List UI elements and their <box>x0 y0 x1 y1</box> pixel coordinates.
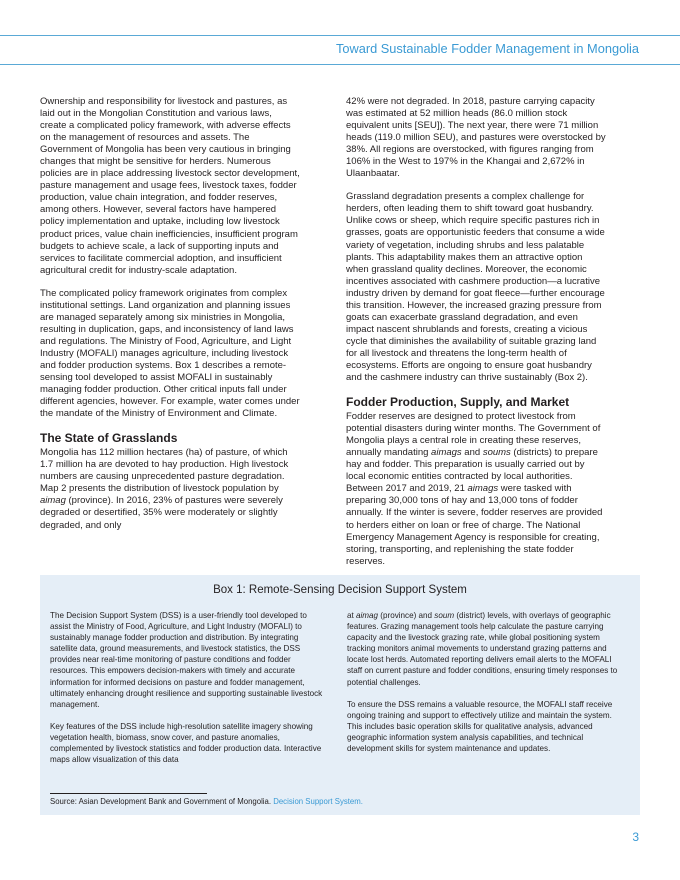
paragraph: The complicated policy framework originates from complex institutional settings. Land organization and planning issues are managed separately among six ministries in Mongolia, resulting in duplication, gaps, and inconsistency of land laws and regulations. The Ministry of Food, Agriculture, and Light Industry (MOFALI) manages agriculture, including livestock and fodder production systems. Box 1 describes a remote-sensing tool developed to assist MOFALI in sustainably managing fodder production. Other critical inputs fall under different agencies, however. For example, water comes under the mandate of the Ministry of Environment and Climate. <box>40 287 300 420</box>
paragraph: Grassland degradation presents a complex challenge for herders, often leading them to shift toward goat husbandry. Unlike cows or sheep, which require specific pastures rich in grasses, goats are opportunistic feeders that consume a wide variety of vegetation, including shrubs and less palatable plants. This adaptability makes them an attractive option when grassland quality declines. Moreover, the economic incentives associated with cashmere production—a lucrative industry driven by demand for goat fleece—further encourage this transition. However, the increased grazing pressure from goats can exacerbate grassland degradation, and even impact nascent shrublands and forests, creating a vicious cycle that diminishes the availability of suitable grazing land for all livestock and threatens the long-term health of ecosystems. Efforts are ongoing to ensure goat husbandry and the cashmere industry can thrive sustainably (Box 2). <box>346 191 605 384</box>
paragraph: at aimag (province) and soum (district) levels, with overlays of geographic features. Grazing management tools help calculate the pasture carrying capacity and the livestock grazing rate, while global positioning system tracking monitors animal movements to understand grazing patterns and locate lost herds. Automated reporting delivers email alerts to the MOFALI staff on current pasture and fodder conditions, ensuring timely responses to potential challenges. <box>347 611 618 687</box>
box-1 <box>40 575 640 815</box>
left-column <box>40 96 300 543</box>
box-left-column <box>50 610 328 776</box>
header-rule <box>0 35 680 36</box>
running-header-title: Toward Sustainable Fodder Management in Mongolia <box>335 41 639 56</box>
page-number: 3 <box>632 830 639 844</box>
right-column <box>346 96 606 579</box>
box-right-column <box>347 610 625 765</box>
paragraph: Key features of the DSS include high-resolution satellite imagery showing vegetation health, biomass, snow cover, and pasture anomalies, complemented by livestock statistics and fodder production data. Interactive maps allow visualization of this data <box>50 721 322 765</box>
paragraph: The Decision Support System (DSS) is a user-friendly tool developed to assist the Ministry of Food, Agriculture, and Light Industry (MOFALI) to sustainably manage fodder production and distribution. By integrating satellite data, ground measurements, and livestock statistics, the DSS provides near real-time monitoring of pasture conditions and fodder resources. This empowers decision-makers with timely and accurate information for informed decisions on pasture and fodder management, ultimately enhancing drought resilience and supporting sustainable livestock management. <box>50 611 323 709</box>
paragraph: To ensure the DSS remains a valuable resource, the MOFALI staff receive ongoing training and support to effectively utilize and maintain the system. This includes basic operation skills for qualitative analysis, advanced geographic information system analysis capabilities, and technical development skills for system maintenance and updates. <box>347 699 613 754</box>
source-link[interactable]: Decision Support System. <box>273 797 363 806</box>
paragraph: Ownership and responsibility for livestock and pastures, as laid out in the Mongolian Constitution and various laws, create a complicated policy framework, with adverse effects on the management of resources and assets. The Government of Mongolia has been very cautious in bringing changes that might be sensitive for herders. Numerous policies are in place addressing livestock sector development, pasture management and usage fees, livestock taxes, fodder production, value chain integration, and fodder reserves, among others. However, several factors have hampered policy implementation and uptake, including low livestock product prices, value chain inefficiencies, insufficient program budgets to achieve scale, a lack of supporting inputs and services to facilitate commercial adoption, and insufficient agricultural credit for industry-scale adaptation. <box>40 96 300 276</box>
source-rule <box>50 793 207 794</box>
paragraph: Mongolia has 112 million hectares (ha) of pasture, of which 1.7 million ha are devoted to hay production. High livestock numbers are causing unprecedented pasture degradation. Map 2 presents the distribution of livestock population by aimag (province). In 2016, 23% of pastures were severely degraded or desertified, 35% were moderately or slightly degraded, and only <box>40 447 289 531</box>
box-title: Box 1: Remote-Sensing Decision Support System <box>213 584 467 596</box>
section-heading-grasslands: The State of Grasslands <box>40 431 178 446</box>
header-rule-bottom <box>0 64 680 65</box>
paragraph: Fodder reserves are designed to protect livestock from potential disasters during winter months. The Government of Mongolia plays a central role in creating these reserves, annually mandating aimags and soums (districts) to prepare hay and fodder. This preparation is usually carried out by local economic entities contracted by local authorities. Between 2017 and 2019, 21 aimags were tasked with preparing 30,000 tons of hay and 13,000 tons of fodder annually. If the winter is severe, fodder reserves are provided to herders either on loan or free of charge. The National Emergency Management Agency is responsible for creating, storing, transporting, and replenishing the state fodder reserves. <box>346 411 603 567</box>
source-note: Source: Asian Development Bank and Government of Mongolia. Decision Support System. <box>50 797 363 806</box>
paragraph: 42% were not degraded. In 2018, pasture carrying capacity was estimated at 52 million heads (86.0 million stock equivalent units [SEU]). The next year, there were 71 million heads (119.0 million SEU), and pastures were overstocked by 38%. All regions are overstocked, with figures ranging from 106% in the West to 197% in the Khangai and 2,672% in Ulaanbaatar. <box>346 96 606 180</box>
section-heading-fodder: Fodder Production, Supply, and Market <box>346 395 570 410</box>
